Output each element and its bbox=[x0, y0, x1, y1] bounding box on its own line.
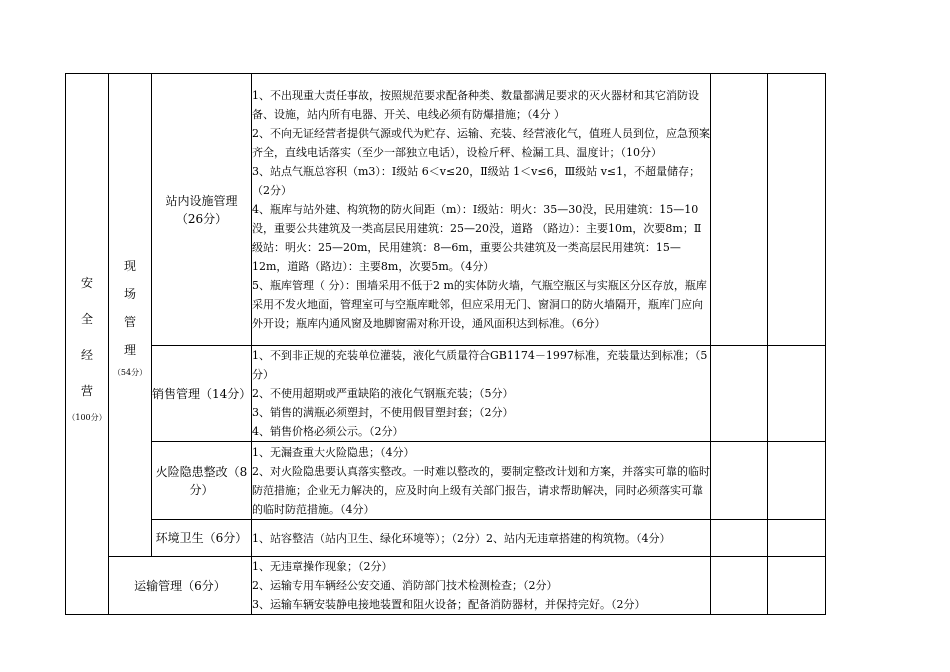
blank-cell bbox=[711, 74, 768, 346]
detail-line: 2、不使用超期或严重缺陷的液化气钢瓶充装；（5分） bbox=[252, 387, 514, 400]
item-detail bbox=[252, 346, 711, 442]
item-detail bbox=[252, 557, 711, 615]
assessment-table bbox=[65, 73, 826, 615]
table-row bbox=[66, 346, 826, 442]
blank-cell bbox=[768, 442, 826, 520]
blank-cell bbox=[711, 557, 768, 615]
table-row bbox=[66, 520, 826, 557]
subcategory-char: 场 bbox=[123, 287, 136, 301]
table-row bbox=[66, 74, 826, 346]
blank-cell bbox=[768, 346, 826, 442]
subcategory-score: （54分） bbox=[112, 368, 148, 377]
category-char: 全 bbox=[80, 312, 93, 326]
category-cell bbox=[66, 74, 109, 615]
blank-cell bbox=[711, 346, 768, 442]
blank-cell bbox=[768, 557, 826, 615]
category-score: （100分） bbox=[67, 413, 107, 422]
item-label: 环境卫生（6分） bbox=[152, 520, 252, 557]
item-detail bbox=[252, 442, 711, 520]
detail-line: 2、不向无证经营者提供气源或代为贮存、运输、充装、经营液化气，值班人员到位，应急预案齐全，直线电话落实（至少一部独立电话），设检斤秤、检漏工具、温度计；（10分） bbox=[252, 127, 710, 159]
detail-line: 3、站点气瓶总容积（m3）：Ⅰ级站 6＜v≤20，Ⅱ级站 1＜v≤6，Ⅲ级站 v≤1，不超量储存；（2分） bbox=[252, 165, 701, 197]
detail-line: 4、瓶库与站外建、构筑物的防火间距（m）：Ⅰ级站：明火：35—30没，民用建筑：15—10没，重要公共建筑及一类高层民用建筑：25—20没，道路 （路边）：主要10m，次要8m；Ⅱ级站：明火：25—20m，民用建筑：8—6m，重要公共建筑及一类高层民用建筑：15—12m，道路（路边）：主要8m，次要5m。（4分） bbox=[252, 203, 702, 273]
detail-line: 1、不出现重大责任事故，按照规范要求配备种类、数量都满足要求的灭火器材和其它消防设备、设施，站内所有电器、开关、电线必须有防爆措施；（4分 ） bbox=[252, 89, 699, 121]
item-label: 销售管理（14分） bbox=[152, 346, 252, 442]
blank-cell bbox=[768, 520, 826, 557]
item-label: 站内设施管理（26分） bbox=[152, 74, 252, 346]
detail-line: 3、运输车辆安装静电接地装置和阻火设备；配备消防器材，并保持完好。（2分） bbox=[252, 598, 646, 611]
item-detail bbox=[252, 74, 711, 346]
detail-line: 1、不到非正规的充装单位灌装，液化气质量符合GB1174－1997标准，充装量达到标准；（5分） bbox=[252, 349, 708, 381]
blank-cell bbox=[711, 520, 768, 557]
detail-line: 1、无违章操作现象；（2分） bbox=[252, 560, 393, 573]
table-row bbox=[66, 557, 826, 615]
subcategory-char: 现 bbox=[123, 259, 136, 273]
blank-cell bbox=[711, 442, 768, 520]
detail-line: 2、运输专用车辆经公安交通、消防部门技术检测检查；（2分） bbox=[252, 579, 558, 592]
detail-line: 5、瓶库管理（ 分）：围墙采用不低于2 m的实体防火墙，气瓶空瓶区与实瓶区分区存放，瓶库采用不发火地面，管理室可与空瓶库毗邻，但应采用无门、窗洞口的防火墙隔开，瓶库门应向外开设；瓶库内通风窗及地脚窗需对称开设，通风面积达到标准。（6分） bbox=[252, 279, 707, 330]
detail-line: 2、对火险隐患要认真落实整改。一时难以整改的，要制定整改计划和方案，并落实可靠的临时防范措施；企业无力解决的，应及时向上级有关部门报告，请求帮助解决，同时必须落实可靠的临时防范措施。（4分） bbox=[252, 464, 710, 516]
item-label: 运输管理（6分） bbox=[109, 557, 252, 615]
subcategory-char: 管 bbox=[123, 315, 136, 329]
detail-line: 1、站容整洁（站内卫生、绿化环境等）；（2分）2、站内无违章搭建的构筑物。（4分） bbox=[252, 531, 671, 545]
item-detail bbox=[252, 520, 711, 557]
detail-line: 3、销售的满瓶必须塑封，不使用假冒塑封套；（2分） bbox=[252, 406, 514, 419]
blank-cell bbox=[768, 74, 826, 346]
table-row bbox=[66, 442, 826, 520]
detail-line: 4、销售价格必须公示。（2分） bbox=[252, 425, 404, 438]
subcategory-cell bbox=[109, 74, 152, 557]
subcategory-char: 理 bbox=[123, 343, 136, 357]
category-char: 安 bbox=[80, 276, 93, 290]
category-char: 经 bbox=[80, 348, 93, 362]
detail-line: 1、无漏查重大火险隐患；（4分） bbox=[252, 445, 415, 459]
item-label: 火险隐患整改（8分） bbox=[152, 442, 252, 520]
category-char: 营 bbox=[80, 384, 93, 398]
